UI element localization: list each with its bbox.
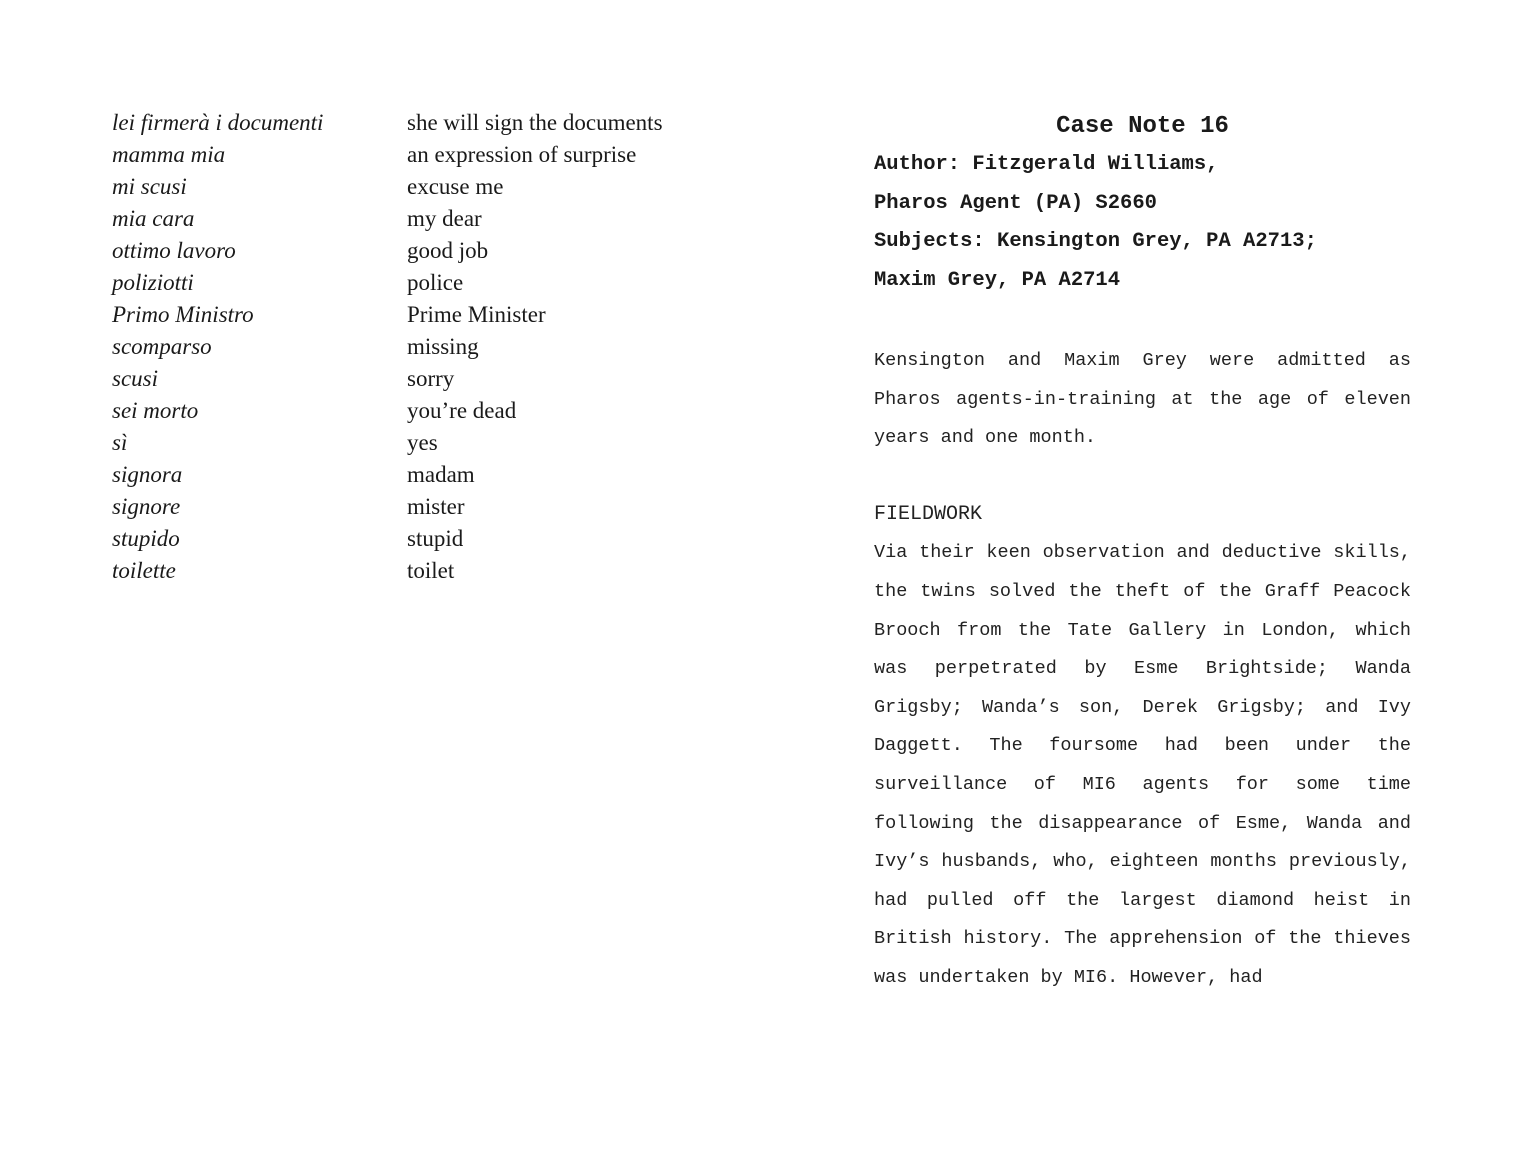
glossary-definition: she will sign the documents <box>407 110 663 135</box>
glossary-term: scusi <box>112 366 158 391</box>
glossary-definition: good job <box>407 238 489 263</box>
glossary-entry <box>112 459 712 491</box>
glossary-definition: you’re dead <box>407 398 517 423</box>
glossary-term: signore <box>112 494 181 519</box>
glossary-term: sì <box>112 430 128 455</box>
glossary-term: stupido <box>112 526 180 551</box>
subjects-line: Subjects: Kensington Grey, PA A2713; <box>874 230 1317 253</box>
right-page <box>762 0 1524 1169</box>
glossary-term: Primo Ministro <box>112 302 254 327</box>
author-line: Author: Fitzgerald Williams, <box>874 153 1219 176</box>
glossary-definition: toilet <box>407 558 455 583</box>
case-note-title: Case Note 16 <box>1056 113 1229 140</box>
glossary-entry <box>112 203 712 235</box>
glossary-entry <box>112 107 712 139</box>
glossary-entry <box>112 427 712 459</box>
glossary-term: scomparso <box>112 334 212 359</box>
glossary-term: ottimo lavoro <box>112 238 236 263</box>
glossary-entry <box>112 555 712 587</box>
glossary-term: mamma mia <box>112 142 226 167</box>
glossary-entry <box>112 267 712 299</box>
glossary-entry <box>112 139 712 171</box>
glossary-term: sei morto <box>112 398 199 423</box>
glossary-entry <box>112 523 712 555</box>
glossary-definition: stupid <box>407 526 464 551</box>
glossary-definition: yes <box>407 430 438 455</box>
intro-paragraph: Kensington and Maxim Grey were admitted as Pharos agents-in-training at the age of eleven years and one month. <box>874 350 1411 449</box>
glossary-term: lei firmerà i documenti <box>112 110 324 135</box>
glossary-term: mi scusi <box>112 174 187 199</box>
glossary-term: toilette <box>112 558 176 583</box>
glossary-definition: an expression of surprise <box>407 142 637 167</box>
glossary-term: mia cara <box>112 206 195 231</box>
section-heading: FIELDWORK <box>874 502 983 526</box>
glossary-term: poliziotti <box>112 270 194 295</box>
glossary-definition: Prime Minister <box>407 302 546 327</box>
glossary-entry <box>112 171 712 203</box>
glossary-definition: sorry <box>407 366 455 391</box>
fieldwork-paragraph: Via their keen observation and deductive skills, the twins solved the theft of the Graff Peacock Brooch from the Tate Gallery in London, which was perpetrated by Esme Brightside; Wanda Grigsby; Wanda’s son, Derek Grigsby; and Ivy Daggett. The foursome had been under the surveillance of MI6 agents for some time following the disappearance of Esme, Wanda and Ivy’s husbands, who, eighteen months previously, had pulled off the largest diamond heist in British history. The apprehension of the thieves was undertaken by MI6. However, had <box>874 542 1411 988</box>
glossary-entry <box>112 363 712 395</box>
italian-glossary <box>112 107 712 587</box>
glossary-entry <box>112 491 712 523</box>
glossary-definition: my dear <box>407 206 482 231</box>
glossary-definition: police <box>407 270 464 295</box>
glossary-term: signora <box>112 462 183 487</box>
glossary-definition: missing <box>407 334 479 359</box>
glossary-entry <box>112 331 712 363</box>
glossary-definition: mister <box>407 494 465 519</box>
case-note <box>874 108 1411 998</box>
glossary-entry <box>112 299 712 331</box>
glossary-definition: excuse me <box>407 174 504 199</box>
agent-line: Pharos Agent (PA) S2660 <box>874 191 1157 215</box>
glossary-definition: madam <box>407 462 475 487</box>
glossary-entry <box>112 235 712 267</box>
glossary-entry <box>112 395 712 427</box>
subjects-line-2: Maxim Grey, PA A2714 <box>874 268 1121 292</box>
